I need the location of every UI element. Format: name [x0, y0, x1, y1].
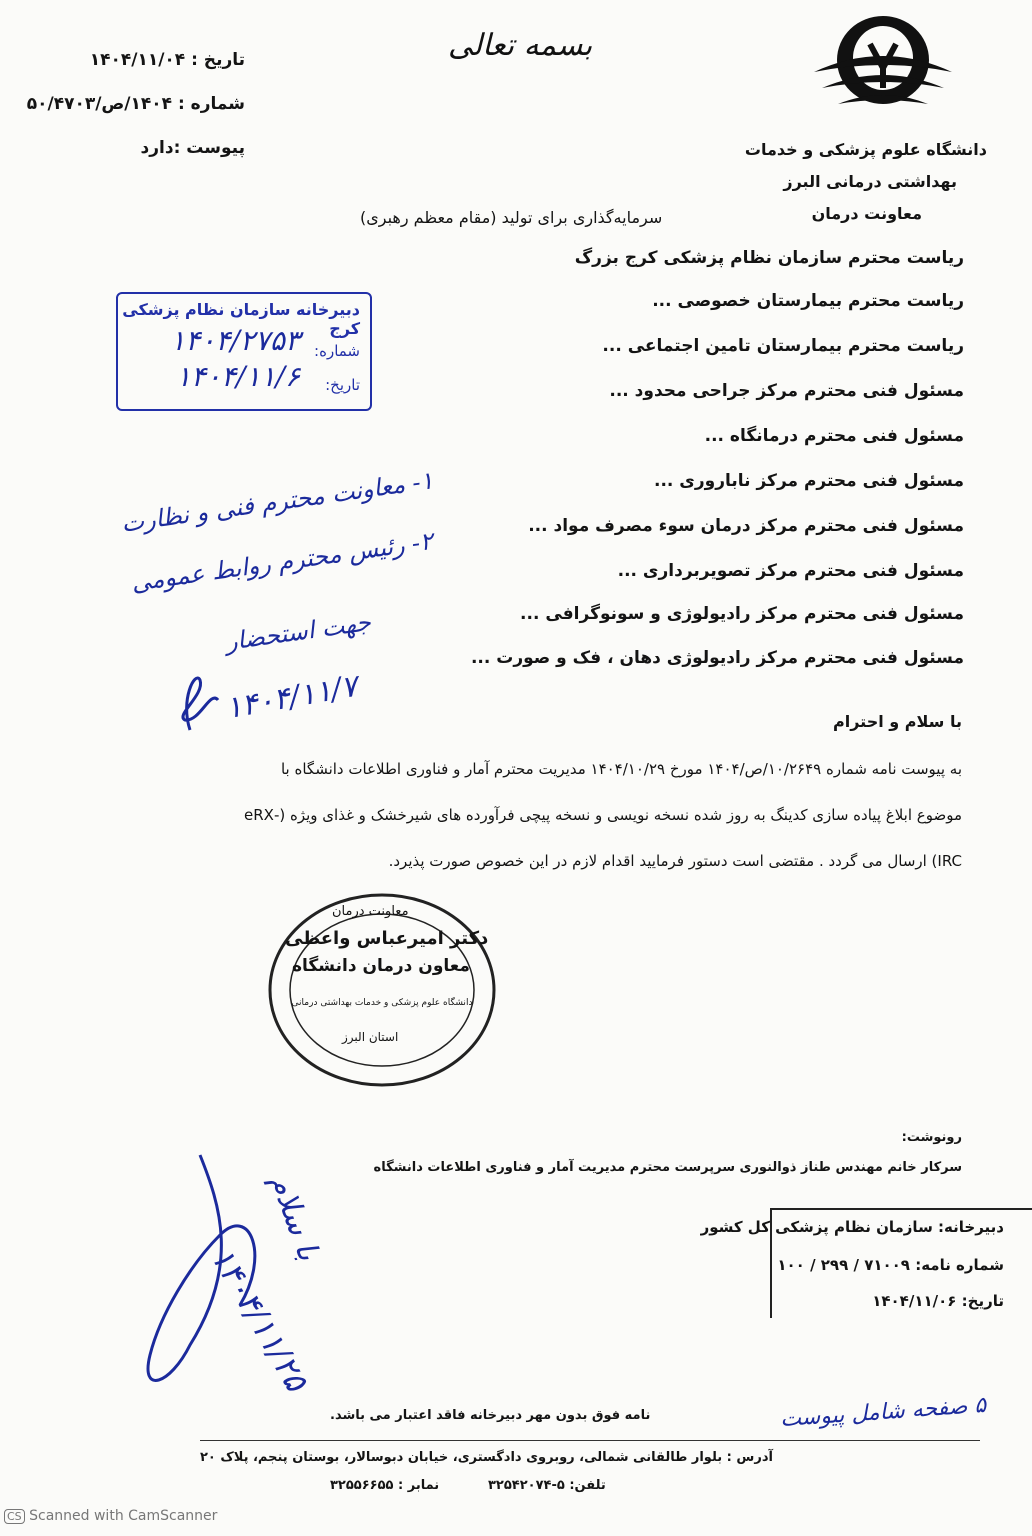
recipient-line: ریاست محترم بیمارستان خصوصی ...	[652, 291, 964, 311]
registry-stamp-number: ۱۴۰۴/۲۷۵۳	[170, 324, 300, 357]
cc-line: سرکار خانم مهندس طناز ذوالنوری سرپرست محترم مدیریت آمار و فناوری اطلاعات دانشگاه	[373, 1160, 962, 1175]
org-line-1: دانشگاه علوم پزشکی و خدمات	[744, 140, 987, 159]
footer-address: آدرس : بلوار طالقانی شمالی، روبروی دادگستری، خیابان دبوسالار، بوستان پنجم، پلاک ۲۰	[200, 1450, 773, 1465]
recipient-line: ریاست محترم بیمارستان تامین اجتماعی ...	[602, 336, 964, 356]
greeting: با سلام و احترام	[833, 712, 962, 731]
cc-label: رونوشت:	[901, 1130, 962, 1145]
registry-stamp-number-label: شماره:	[314, 342, 360, 360]
national-registry-number: شماره نامه: ۷۱۰۰۹ / ۲۹۹ / ۱۰۰	[777, 1256, 1004, 1274]
round-stamp-text-3: استان البرز	[342, 1030, 399, 1044]
handwritten-page-count: ۵ صفحه شامل پیوست	[779, 1392, 987, 1433]
signatory-title: معاون درمان دانشگاه	[292, 956, 470, 976]
university-logo-icon	[808, 10, 958, 122]
registry-stamp-date: ۱۴۰۴/۱۱/۶	[175, 360, 300, 393]
body-line-3: IRC) ارسال می گردد . مقتضی است دستور فرمایید اقدام لازم در این خصوص صورت پذیرد.	[388, 852, 962, 870]
recipient-line: مسئول فنی محترم مرکز ناباروری ...	[654, 471, 964, 491]
handwritten-bottom-signature-icon	[130, 1145, 280, 1435]
recipient-line: مسئول فنی محترم مرکز رادیولوژی دهان ، فک و صورت ...	[470, 648, 964, 668]
handwritten-bottom-date: ۱۴۰۴/۱۱/۲۵	[203, 1240, 316, 1398]
national-registry-title: دبیرخانه: سازمان نظام پزشکی کل کشور	[700, 1218, 1004, 1236]
round-stamp-text-1: معاونت درمان	[332, 904, 409, 919]
org-line-2: بهداشتی درمانی البرز	[783, 172, 957, 191]
attachment-status: پیوست :دارد	[140, 138, 245, 158]
scanner-watermark-text: Scanned with CamScanner	[29, 1508, 218, 1524]
body-line-2: موضوع ابلاغ پیاده سازی کدینگ به روز شده نسخه نویسی و نسخه پیچی فرآورده های شیرخشک و غذای ویژه (-eRX	[244, 806, 962, 824]
handwritten-note-line-1: ۱- معاونت محترم فنی و نظارت	[119, 466, 436, 538]
recipient-line: مسئول فنی محترم مرکز درمان سوء مصرف مواد ...	[528, 516, 964, 536]
footer-divider	[200, 1440, 980, 1441]
round-stamp	[262, 890, 502, 1090]
body-line-1: به پیوست نامه شماره ۱۰/۲۶۴۹/ص/۱۴۰۴ مورخ ۱۴۰۴/۱۰/۲۹ مدیریت محترم آمار و فناوری اطلاعات دانشگاه با	[280, 760, 962, 778]
recipient-line: مسئول فنی محترم مرکز تصویربرداری ...	[617, 561, 964, 581]
registry-stamp	[116, 292, 372, 411]
registry-stamp-title: دبیرخانه سازمان نظام پزشکی کرج	[122, 300, 360, 338]
round-stamp-text-2: دانشگاه علوم پزشکی و خدمات بهداشتی درمانی	[291, 998, 473, 1008]
registry-stamp-date-label: تاریخ:	[325, 376, 360, 394]
handwritten-note-line-2: ۲- رئیس محترم روابط عمومی	[129, 526, 435, 598]
date-value: ۱۴۰۴/۱۱/۰۴	[89, 50, 186, 70]
handwritten-note-line-3: جهت استحضار	[223, 607, 373, 657]
recipient-line: ریاست محترم سازمان نظام پزشکی کرج بزرگ	[574, 248, 964, 268]
number-value: ۱۴۰۴/ص/۵۰/۴۷۰۳	[26, 94, 173, 114]
footer-phone: تلفن: ۵-۳۲۵۴۲۰۷۴	[488, 1478, 606, 1493]
handwritten-note-date: ۱۴۰۴/۱۱/۷	[222, 668, 361, 727]
handwritten-signature-icon	[160, 660, 230, 740]
footer-fax: نمابر : ۳۲۵۵۶۶۵۵	[330, 1478, 440, 1493]
letter-date	[85, 50, 245, 70]
scanner-watermark	[4, 1508, 217, 1524]
recipient-line: مسئول فنی محترم درمانگاه ...	[704, 426, 964, 446]
letter-number	[20, 94, 245, 114]
camscanner-logo-icon: CS	[4, 1509, 25, 1524]
handwritten-bottom-text: با سلام	[262, 1169, 326, 1266]
slogan: سرمایه‌گذاری برای تولید (مقام معظم رهبری)	[360, 208, 663, 227]
date-label: تاریخ :	[191, 50, 245, 70]
org-line-3: معاونت درمان	[811, 204, 922, 223]
signatory-name: دکتر امیرعباس واعظی	[285, 928, 489, 949]
bismillah: بسمه تعالی	[448, 28, 593, 63]
number-label: شماره :	[177, 94, 245, 114]
validity-note: نامه فوق بدون مهر دبیرخانه فاقد اعتبار می باشد.	[330, 1408, 651, 1423]
national-registry-date: تاریخ: ۱۴۰۴/۱۱/۰۶	[872, 1292, 1004, 1310]
recipient-line: مسئول فنی محترم مرکز رادیولوژی و سونوگرافی ...	[520, 604, 964, 624]
recipient-line: مسئول فنی محترم مرکز جراحی محدود ...	[609, 381, 964, 401]
